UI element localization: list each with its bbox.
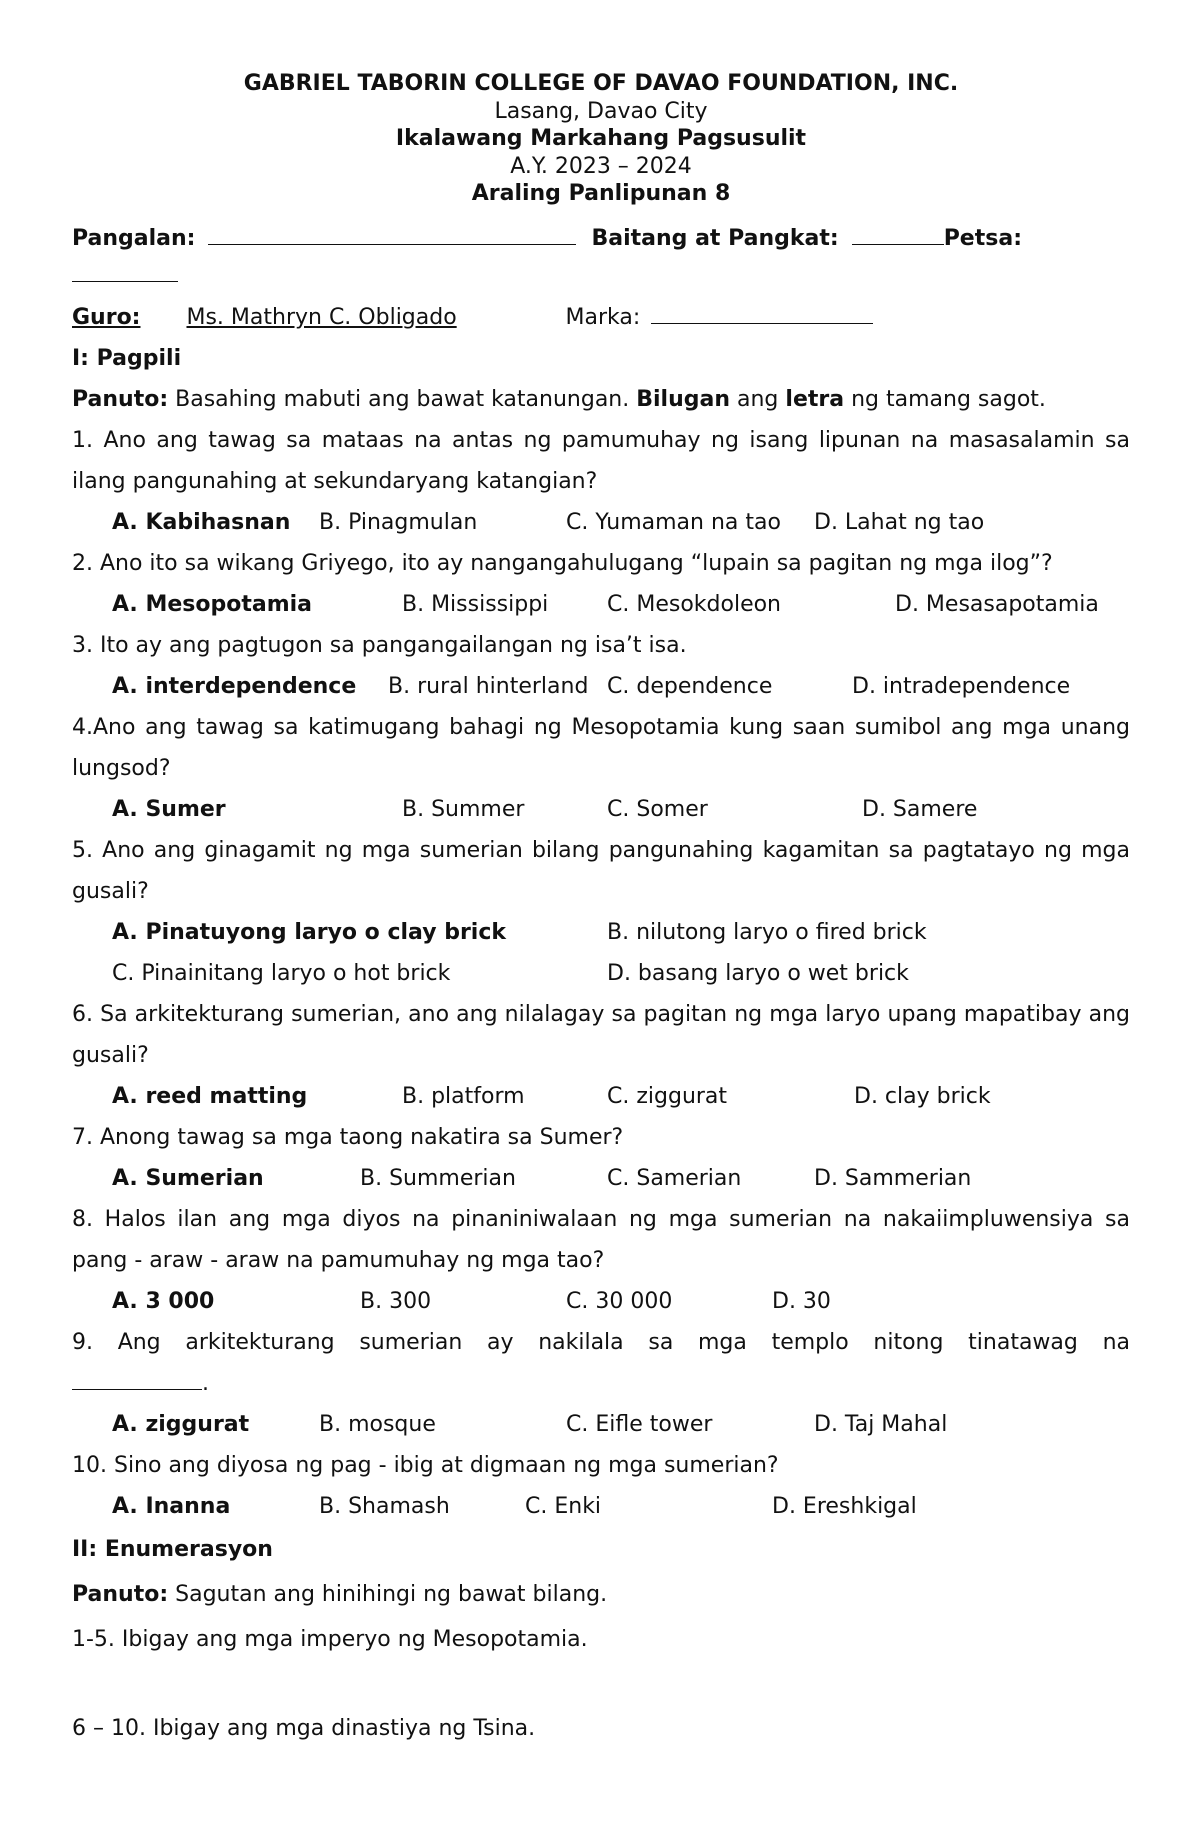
option-b[interactable]: B. Mississippi [402,591,549,617]
option-c[interactable]: C. ziggurat [607,1083,728,1109]
school-address: Lasang, Davao City [494,98,708,124]
date-blank[interactable] [72,259,178,282]
option-d[interactable]: D. Samere [862,796,978,822]
option-c[interactable]: C. Pinainitang laryo o hot brick [112,960,451,986]
option-c[interactable]: C. Samerian [607,1165,742,1191]
part2-title: II: Enumerasyon [72,1536,273,1562]
option-c[interactable]: C. Yumaman na tao [566,509,781,535]
instr-text-e: ng tamang sagot. [844,386,1046,412]
instr-label: Panuto: [72,386,169,412]
exam-title: Ikalawang Markahang Pagsusulit [395,126,807,151]
option-a[interactable]: A. Sumerian [112,1165,264,1191]
instr-text: Sagutan ang hinihingi ng bawat bilang. [168,1581,608,1607]
option-d[interactable]: D. Lahat ng tao [814,509,985,535]
options-6 [72,1076,1130,1117]
option-b[interactable]: B. Pinagmulan [319,509,478,535]
date-label: Petsa: [943,225,1022,251]
options-5-row1 [72,912,1130,953]
instr-text-a: Basahing mabuti ang bawat katanungan. [168,386,637,412]
options-7 [72,1158,1130,1199]
question-7: 7. Anong tawag sa mga taong nakatira sa Sumer? [72,1124,624,1150]
blank-period: . [202,1370,209,1396]
option-c[interactable]: C. Eifle tower [566,1411,713,1437]
exam-page [72,70,1130,1749]
teacher-name: Ms. Mathryn C. Obligado [186,304,457,330]
school-name: GABRIEL TABORIN COLLEGE OF DAVAO FOUNDATION, INC. [243,71,959,96]
options-3 [72,666,1130,707]
option-a[interactable]: A. Pinatuyong laryo o clay brick [112,919,507,945]
subject-title: Araling Panlipunan 8 [471,181,731,206]
score-blank[interactable] [651,301,873,324]
exam-header [72,70,1130,208]
question-10: 10. Sino ang diyosa ng pag - ibig at digmaan ng mga sumerian? [72,1452,779,1478]
option-c[interactable]: C. Enki [525,1493,602,1519]
question-2: 2. Ano ito sa wikang Griyego, ito ay nangangahulugang “lupain sa pagitan ng mga ilog”? [72,550,1053,576]
option-a[interactable]: A. interdependence [112,673,357,699]
instr-text-d: letra [785,386,845,412]
question-6: 6. Sa arkitekturang sumerian, ano ang nilalagay sa pagitan ng mga laryo upang mapatibay ang gusali? [72,1001,1130,1068]
option-b[interactable]: B. Summer [402,796,525,822]
option-d[interactable]: D. Taj Mahal [814,1411,948,1437]
options-9 [72,1404,1130,1445]
part1-title: I: Pagpili [72,345,182,371]
name-label: Pangalan: [72,225,196,251]
question-8: 8. Halos ilan ang mga diyos na pinaniniwalaan ng mga sumerian na nakaiimpluwensiya sa pang - araw - araw na pamumuhay ng mga tao? [72,1206,1130,1273]
option-c[interactable]: C. dependence [607,673,773,699]
option-d[interactable]: D. Mesasapotamia [895,591,1099,617]
option-d[interactable]: D. 30 [772,1288,831,1314]
options-2 [72,584,1130,625]
option-a[interactable]: A. Inanna [112,1493,231,1519]
question-3: 3. Ito ay ang pagtugon sa pangangailangan ng isa’t isa. [72,632,687,658]
option-b[interactable]: B. Shamash [319,1493,450,1519]
answer-blank[interactable] [72,1367,202,1390]
option-b[interactable]: B. Summerian [360,1165,516,1191]
option-d[interactable]: D. clay brick [854,1083,991,1109]
grade-blank[interactable] [852,222,944,245]
options-8 [72,1281,1130,1322]
enum-item-1: 1-5. Ibigay ang mga imperyo ng Mesopotamia. [72,1626,588,1652]
options-1 [72,502,1130,543]
enum-item-2: 6 – 10. Ibigay ang mga dinastiya ng Tsina. [72,1715,536,1741]
option-c[interactable]: C. Mesokdoleon [607,591,782,617]
academic-year: A.Y. 2023 – 2024 [510,153,692,179]
option-c[interactable]: C. Somer [607,796,708,822]
name-blank[interactable] [208,222,576,245]
instr-text-b: Bilugan [636,386,731,412]
option-b[interactable]: B. 300 [360,1288,432,1314]
options-4 [72,789,1130,830]
part1-instructions [72,379,1130,420]
option-a[interactable]: A. 3 000 [112,1288,215,1314]
question-1: 1. Ano ang tawag sa mataas na antas ng pamumuhay ng isang lipunan na masasalamin sa ilang pangunahing at sekundaryang katangian? [72,427,1130,494]
option-b[interactable]: B. nilutong laryo o fired brick [607,919,927,945]
date-blank-row [72,259,1130,289]
option-a[interactable]: A. Sumer [112,796,226,822]
option-b[interactable]: B. rural hinterland [388,673,589,699]
grade-label: Baitang at Pangkat: [591,225,839,251]
question-5: 5. Ano ang ginagamit ng mga sumerian bilang pangunahing kagamitan sa pagtatayo ng mga gusali? [72,837,1130,904]
teacher-label: Guro: [72,304,141,330]
student-info-row [72,218,1130,259]
instr-label: Panuto: [72,1581,169,1607]
option-c[interactable]: C. 30 000 [566,1288,673,1314]
instr-text-c: ang [730,386,786,412]
question-9: 9. Ang arkitekturang sumerian ay nakilala sa mga templo nitong tinatawag na [72,1329,1130,1355]
option-d[interactable]: D. basang laryo o wet brick [607,960,909,986]
option-d[interactable]: D. intradependence [852,673,1071,699]
option-d[interactable]: D. Sammerian [814,1165,972,1191]
score-label: Marka: [565,304,641,330]
options-5-row2 [72,953,1130,994]
question-9-blank-row [72,1363,1130,1404]
option-d[interactable]: D. Ereshkigal [772,1493,917,1519]
option-b[interactable]: B. mosque [319,1411,436,1437]
option-a[interactable]: A. ziggurat [112,1411,250,1437]
options-10 [72,1486,1130,1527]
part2-instructions [72,1574,1130,1615]
teacher-row [72,297,1130,338]
question-4: 4.Ano ang tawag sa katimugang bahagi ng Mesopotamia kung saan sumibol ang mga unang lungsod? [72,714,1130,781]
option-a[interactable]: A. Kabihasnan [112,509,291,535]
option-a[interactable]: A. Mesopotamia [112,591,313,617]
option-b[interactable]: B. platform [402,1083,525,1109]
option-a[interactable]: A. reed matting [112,1083,308,1109]
